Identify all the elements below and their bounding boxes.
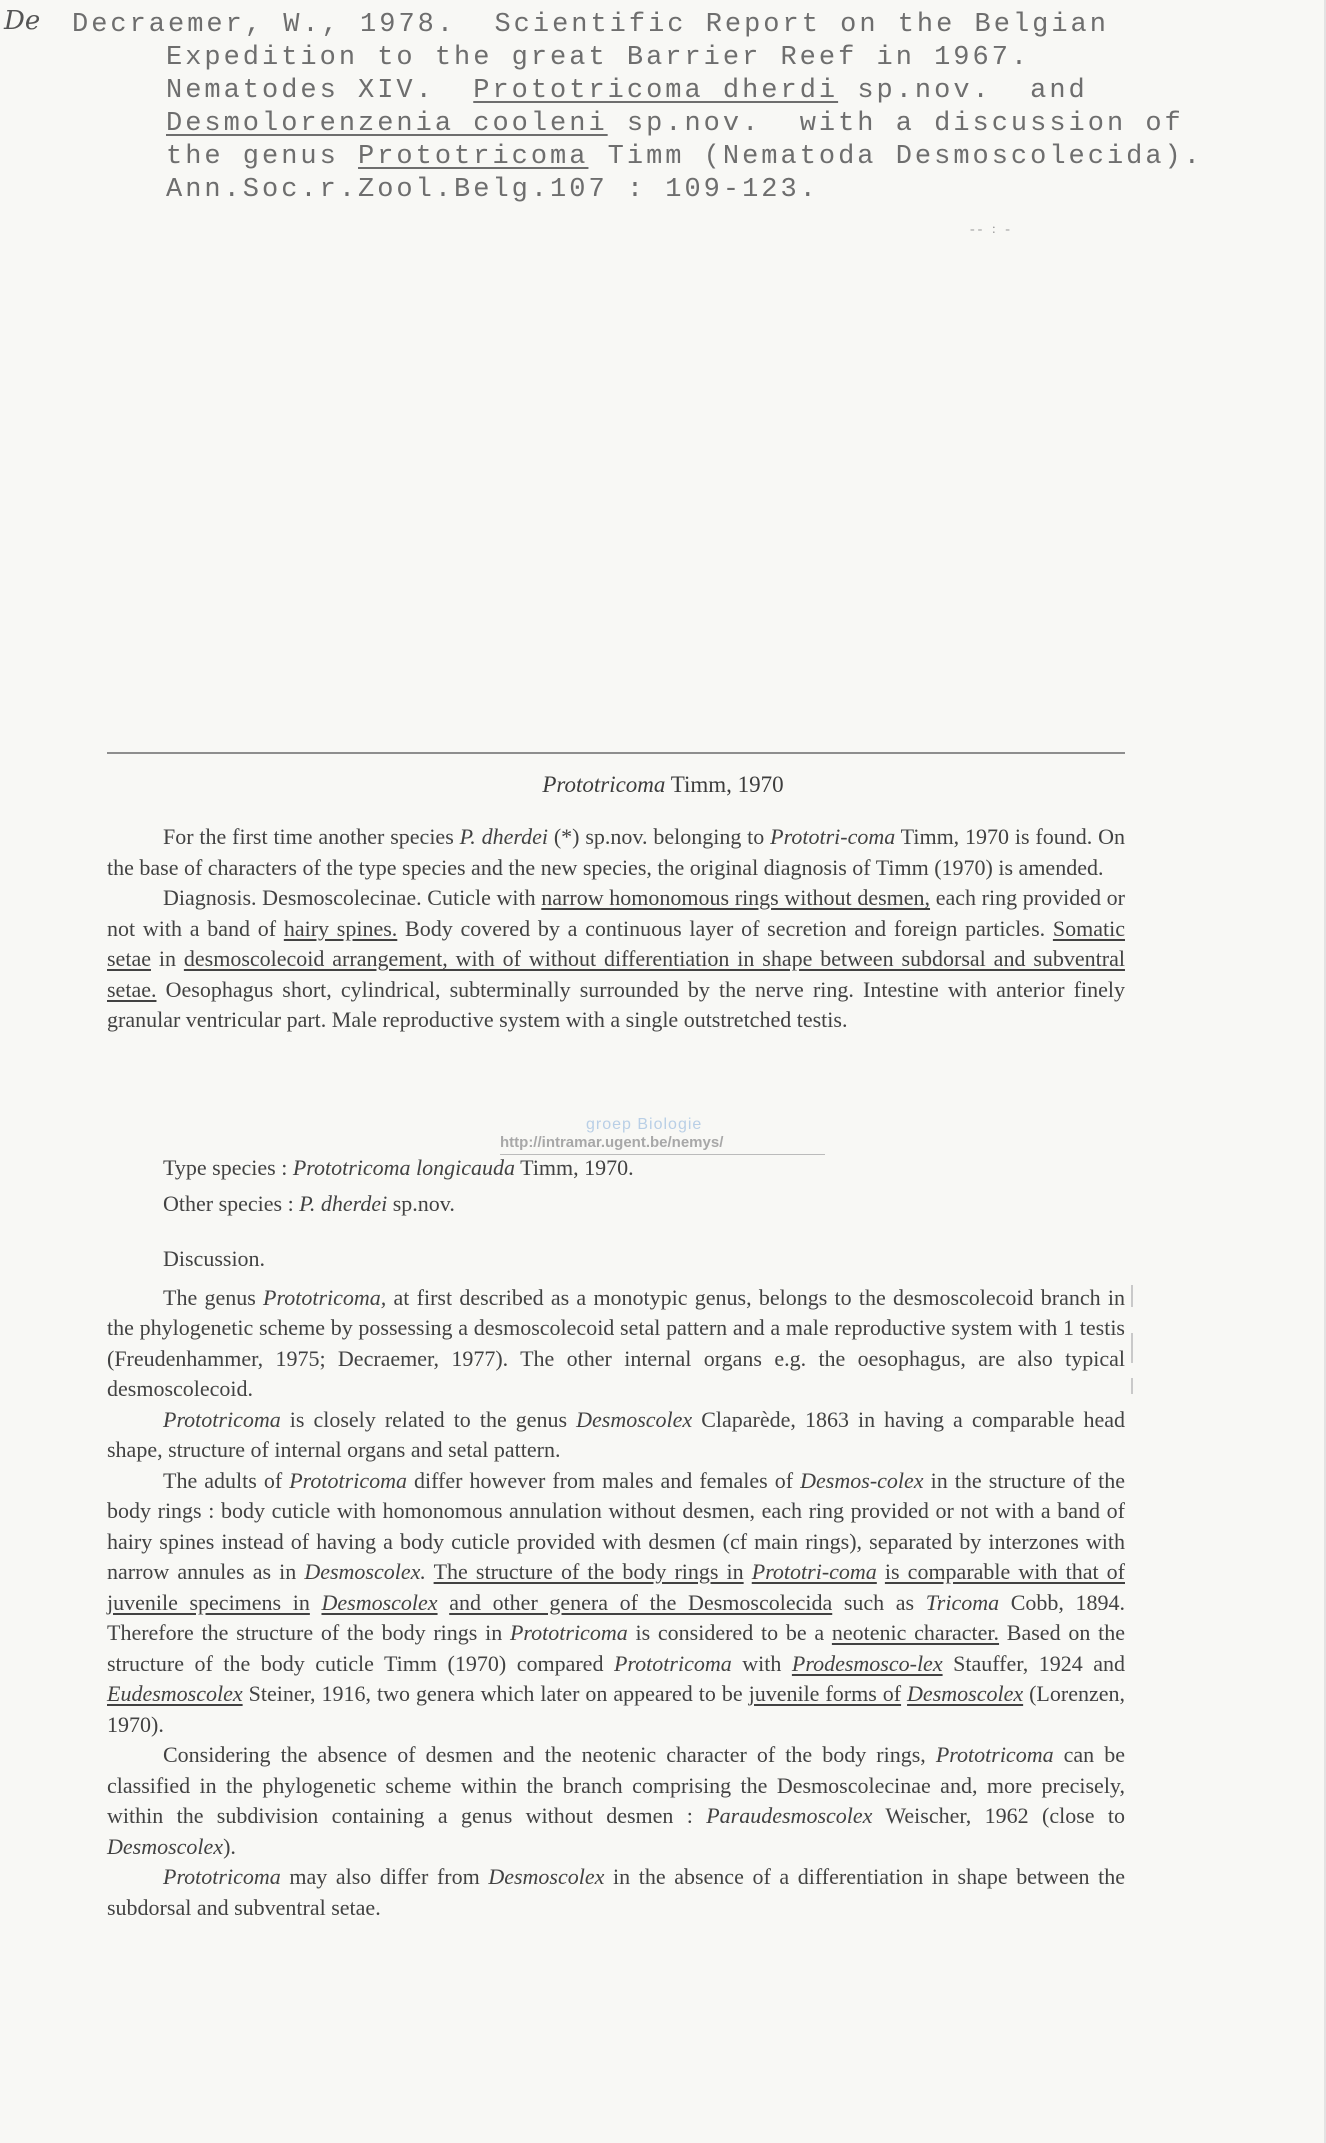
- citation-line-3: [166, 76, 1088, 106]
- text-run: Claparède, 1863 in having a comparable head shape, structure of internal organs and setal pattern.: [107, 1406, 1125, 1462]
- underlined-text: hairy spines.: [283, 915, 398, 941]
- discussion-block: [107, 1244, 1125, 1923]
- citation-species-2: Desmolorenzenia cooleni: [166, 109, 608, 139]
- text-run: Based on the structure of the body cuticle Timm (1970) compared: [107, 1620, 1125, 1676]
- genus-name: Prototri-coma: [770, 824, 896, 849]
- scan-margin-mark: [1131, 1378, 1133, 1394]
- text-run: Stauffer, 1924 and: [942, 1650, 1126, 1676]
- underlined-text: narrow homonomous rings without desmen,: [541, 885, 931, 910]
- genus-name: Desmoscolex: [576, 1406, 693, 1432]
- genus-name: Desmoscolex.: [304, 1559, 426, 1584]
- text-run: Timm, 1970.: [515, 1155, 634, 1180]
- citation-text: Nematodes XIV.: [166, 76, 435, 106]
- citation-line-6: Ann.Soc.r.Zool.Belg.107 : 109-123.: [166, 175, 819, 205]
- genus-name: Prototricoma: [163, 1406, 281, 1432]
- discussion-paragraph-1: [107, 1283, 1125, 1405]
- genus-name: Desmos-colex: [800, 1467, 924, 1493]
- horizontal-rule: [107, 752, 1125, 754]
- discussion-paragraph-3: [107, 1466, 1125, 1741]
- citation-line-2: Expedition to the great Barrier Reef in 1967.: [166, 43, 1031, 73]
- discussion-paragraph-5: [107, 1862, 1125, 1923]
- citation-line-4: [166, 109, 1184, 139]
- heading-genus: Prototricoma: [542, 772, 666, 797]
- genus-name: Desmoscolex: [321, 1589, 438, 1615]
- genus-name: Prodesmosco-lex: [791, 1650, 943, 1676]
- underlined-text: is comparable with that of juvenile specimens in: [107, 1559, 1125, 1615]
- genus-name: Prototricoma: [509, 1620, 628, 1645]
- text-run: [426, 1559, 434, 1584]
- discussion-title: Discussion.: [163, 1246, 266, 1271]
- species-name: P. dherdei: [459, 824, 548, 849]
- text-run: with: [731, 1650, 792, 1676]
- text-run: Weischer, 1962 (close to: [872, 1803, 1125, 1828]
- underlined-text: neotenic character.: [831, 1620, 1000, 1645]
- text-run: (*) sp.nov. belonging to: [547, 824, 771, 849]
- watermark-url[interactable]: http://intramar.ugent.be/nemys/: [500, 1134, 724, 1151]
- genus-name: Prototricoma: [163, 1864, 281, 1889]
- genus-name: Prototricoma: [289, 1467, 407, 1493]
- watermark-logo: groep Biologie: [586, 1116, 703, 1133]
- citation-text: Timm (Nematoda Desmoscolecida).: [607, 142, 1203, 172]
- citation-author: Decraemer, W., 1978.: [72, 10, 457, 40]
- underlined-text: Somatic setae: [107, 915, 1125, 971]
- discussion-paragraph-2: [107, 1405, 1125, 1466]
- genus-name: Tricoma: [925, 1589, 1000, 1615]
- handwritten-annotation: De: [4, 6, 41, 36]
- text-run: may also differ from: [280, 1864, 489, 1889]
- text-run: can be classified in the phylogenetic scheme within the branch comprising the Desmoscolecinae and, more precisely, within the subdivision containing a genus without desmen :: [107, 1742, 1125, 1828]
- text-run: Other species :: [163, 1190, 300, 1216]
- genus-name: Desmoscolex: [488, 1864, 605, 1889]
- intro-paragraph: [107, 822, 1125, 883]
- citation-title-part: Scientific Report on the Belgian: [494, 10, 1109, 40]
- citation-line-5: [166, 142, 1203, 172]
- citation-text: the genus: [166, 142, 339, 172]
- text-run: Oesophagus short, cylindrical, subterminally surrounded by the nerve ring. Intestine with anterior finely granular ventricular part. Male reproductive system with a single outstretched testis.: [107, 976, 1125, 1032]
- underlined-text: desmoscolecoid arrangement, with of without differentiation in shape between subdorsal and subventral setae.: [107, 946, 1125, 1002]
- heading-authority: Timm, 1970: [670, 772, 784, 797]
- diagnosis-paragraph: [107, 883, 1125, 1036]
- text-run: sp.nov.: [387, 1190, 455, 1216]
- genus-name: Paraudesmoscolex: [706, 1803, 873, 1828]
- underlined-text: juvenile forms of: [748, 1681, 902, 1706]
- text-run: is considered to be a: [627, 1620, 832, 1645]
- genus-name: Prototri-coma: [751, 1559, 877, 1584]
- species-block: [107, 1153, 1125, 1219]
- genus-name: Desmoscolex: [107, 1833, 224, 1859]
- citation-text: with a discussion of: [799, 109, 1184, 139]
- citation-genus: Prototricoma: [358, 142, 589, 172]
- type-species-line: [107, 1153, 1125, 1184]
- text-run: Cobb, 1894. Therefore the structure of the body rings in: [107, 1589, 1126, 1645]
- text-run: in the absence of a differentiation in shape between the subdorsal and subventral setae.: [107, 1864, 1126, 1920]
- text-run: ).: [223, 1833, 236, 1859]
- intro-block: [107, 822, 1125, 1036]
- section-heading: [0, 772, 1326, 798]
- genus-name: Desmoscolex: [907, 1681, 1024, 1706]
- scan-margin-mark: [1131, 1333, 1133, 1363]
- text-run: Type species :: [163, 1155, 293, 1180]
- citation-text: and: [1030, 76, 1088, 106]
- text-run: The genus: [163, 1284, 264, 1310]
- citation-line-1: [72, 10, 1109, 40]
- text-run: Considering the absence of desmen and the neotenic character of the body rings,: [163, 1742, 936, 1767]
- pencil-smudge: -- : -: [970, 222, 1013, 237]
- discussion-paragraph-4: [107, 1740, 1125, 1862]
- text-run: such as: [832, 1589, 926, 1615]
- scan-margin-mark: [1131, 1285, 1133, 1307]
- species-name: Prototricoma longicauda: [292, 1155, 516, 1180]
- underlined-text: and other genera of the Desmoscolecida: [449, 1589, 833, 1615]
- text-run: each ring provided or not with a band of: [107, 885, 1125, 941]
- text-run: The adults of: [163, 1467, 290, 1493]
- text-run: Diagnosis. Desmoscolecinae. Cuticle with: [163, 885, 542, 910]
- text-run: is closely related to the genus: [280, 1406, 577, 1432]
- text-run: at first described as a monotypic genus, belongs to the desmoscolecoid branch in the phylogenetic scheme by possessing a desmoscolecoid setal pattern and a male reproductive system with 1 testis (Freudenhammer, 1975; Decraemer, 1977). The other internal organs e.g. the oesophagus, are also typical desmoscolecoid.: [107, 1284, 1126, 1401]
- genus-name: Eudesmoscolex: [107, 1681, 243, 1706]
- text-run: For the first time another species: [163, 824, 460, 849]
- text-run: Steiner, 1916, two genera which later on appeared to be: [242, 1681, 749, 1706]
- text-run: differ however from males and females of: [406, 1467, 801, 1493]
- citation-text: sp.nov.: [857, 76, 992, 106]
- text-run: in the structure of the body rings : body cuticle with homonomous annulation without desmen, each ring provided or not with a band of hairy spines instead of having a body cuticle provided with desmen (cf main rings), separated by interzones with narrow annules as in: [107, 1467, 1125, 1584]
- underlined-text: The structure of the body rings in: [433, 1559, 744, 1584]
- citation-species-1: Prototricoma dherdi: [473, 76, 839, 106]
- genus-name: Prototricoma: [935, 1742, 1054, 1767]
- text-run: in: [150, 946, 184, 971]
- other-species-line: [107, 1189, 1125, 1220]
- text-run: Body covered by a continuous layer of secretion and foreign particles.: [397, 915, 1053, 941]
- citation-text: sp.nov.: [626, 109, 762, 139]
- species-name: P. dherdei: [299, 1190, 388, 1216]
- text-run: Timm, 1970 is found. On the base of characters of the type species and the new species, the original diagnosis of Timm (1970) is amended.: [107, 824, 1125, 880]
- genus-name: Prototricoma: [613, 1650, 732, 1676]
- genus-name: Prototricoma,: [263, 1284, 387, 1310]
- text-run: (Lorenzen, 1970).: [107, 1681, 1125, 1737]
